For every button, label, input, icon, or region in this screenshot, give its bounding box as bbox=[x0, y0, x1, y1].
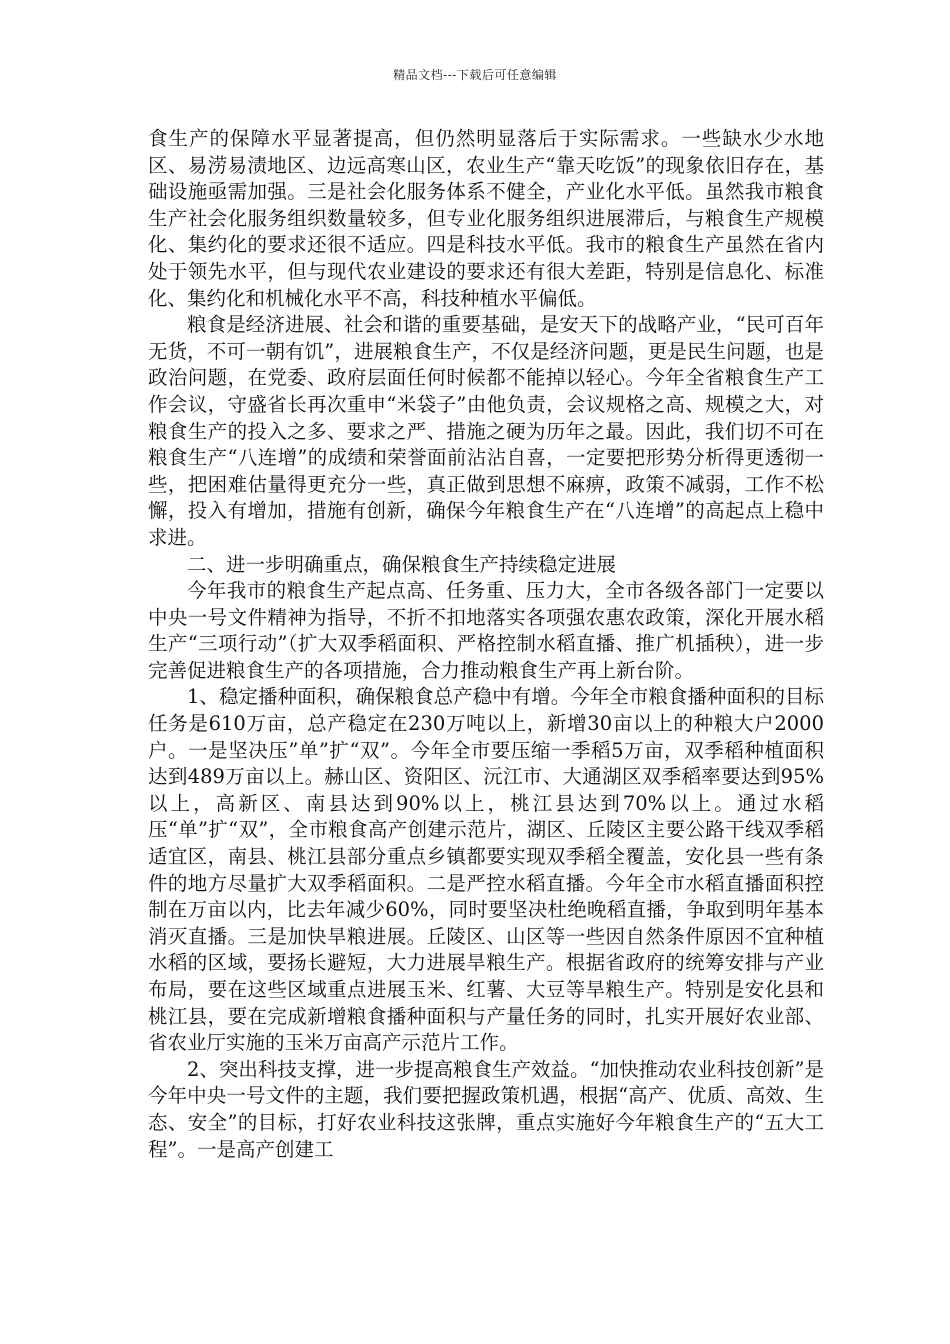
document-body bbox=[148, 126, 824, 1163]
section-heading: 二、进一步明确重点，确保粮食生产持续稳定进展 bbox=[187, 552, 617, 576]
paragraph-continuation: 食生产的保障水平显著提高，但仍然明显落后于实际需求。一些缺水少水地区、易涝易渍地区、边远高寒山区，农业生产“靠天吃饭”的现象依旧存在，基础设施亟需加强。三是社会化服务体系不健全，产业化水平低。虽然我市粮食生产社会化服务组织数量较多，但专业化服务组织进展滞后，与粮食生产规模化、集约化的要求还很不适应。四是科技水平低。我市的粮食生产虽然在省内处于领先水平，但与现代农业建设的要求还有很大差距，特别是信息化、标准化、集约化和机械化水平不高，科技种植水平偏低。 bbox=[148, 127, 824, 310]
paragraph-item-1: 1、稳定播种面积，确保粮食总产稳中有增。今年全市粮食播种面积的目标任务是610万亩，总产稳定在230万吨以上，新增30亩以上的种粮大户2000户。一是坚决压”单”扩“双”。今年全市要压缩一季稻5万亩，双季稻种植面积达到489万亩以上。赫山区、资阳区、沅江市、大通湖区双季稻率要达到95%以上，高新区、南县达到90%以上，桃江县达到70%以上。通过水稻压“单”扩“双”，全市粮食高产创建示范片，湖区、丘陵区主要公路干线双季稻适宜区，南县、桃江县部分重点乡镇都要实现双季稻全覆盖，安化县一些有条件的地方尽量扩大双季稻面积。二是严控水稻直播。今年全市水稻直播面积控制在万亩以内，比去年减少60%，同时要坚决杜绝晚稻直播，争取到明年基本消灭直播。三是加快旱粮进展。丘陵区、山区等一些因自然条件原因不宜种植水稻的区域，要扬长避短，大力进展旱粮生产。根据省政府的统筹安排与产业布局，要在这些区域重点进展玉米、红薯、大豆等旱粮生产。特别是安化县和桃江县，要在完成新增粮食播种面积与产量任务的同时，扎实开展好农业部、省农业厅实施的玉米万亩高产示范片工作。 bbox=[148, 685, 824, 1055]
paragraph-section-intro: 今年我市的粮食生产起点高、任务重、压力大，全市各级各部门一定要以中央一号文件精神为指导，不折不扣地落实各项强农惠农政策，深化开展水稻生产“三项行动”（扩大双季稻面积、严格控制水稻直播、推广机插秧），进一步完善促进粮食生产的各项措施，合力推动粮食生产再上新台阶。 bbox=[148, 579, 824, 682]
paragraph-item-2: 2、突出科技支撑，进一步提高粮食生产效益。“加快推动农业科技创新”是今年中央一号文件的主题，我们要把握政策机遇，根据“高产、优质、高效、生态、安全”的目标，打好农业科技这张牌，重点实施好今年粮食生产的“五大工程”。一是高产创建工 bbox=[148, 1057, 824, 1161]
paragraph-grain-importance: 粮食是经济进展、社会和谐的重要基础，是安天下的战略产业，“民可百年无货，不可一朝有饥”，进展粮食生产，不仅是经济问题，更是民生问题，也是政治问题，在党委、政府层面任何时候都不能掉以轻心。今年全省粮食生产工作会议，守盛省长再次重申“米袋子”由他负责，会议规格之高、规模之大，对粮食生产的投入之多、要求之严、措施之硬为历年之最。因此，我们切不可在粮食生产“八连增”的成绩和荣誉面前沾沾自喜，一定要把形势分析得更透彻一些，把困难估量得更充分一些，真正做到思想不麻痹，政策不减弱，工作不松懈，投入有增加，措施有创新，确保今年粮食生产在“八连增”的高起点上稳中求进。 bbox=[148, 313, 824, 549]
page-header: 精品文档---下载后可任意编辑 bbox=[393, 68, 557, 82]
